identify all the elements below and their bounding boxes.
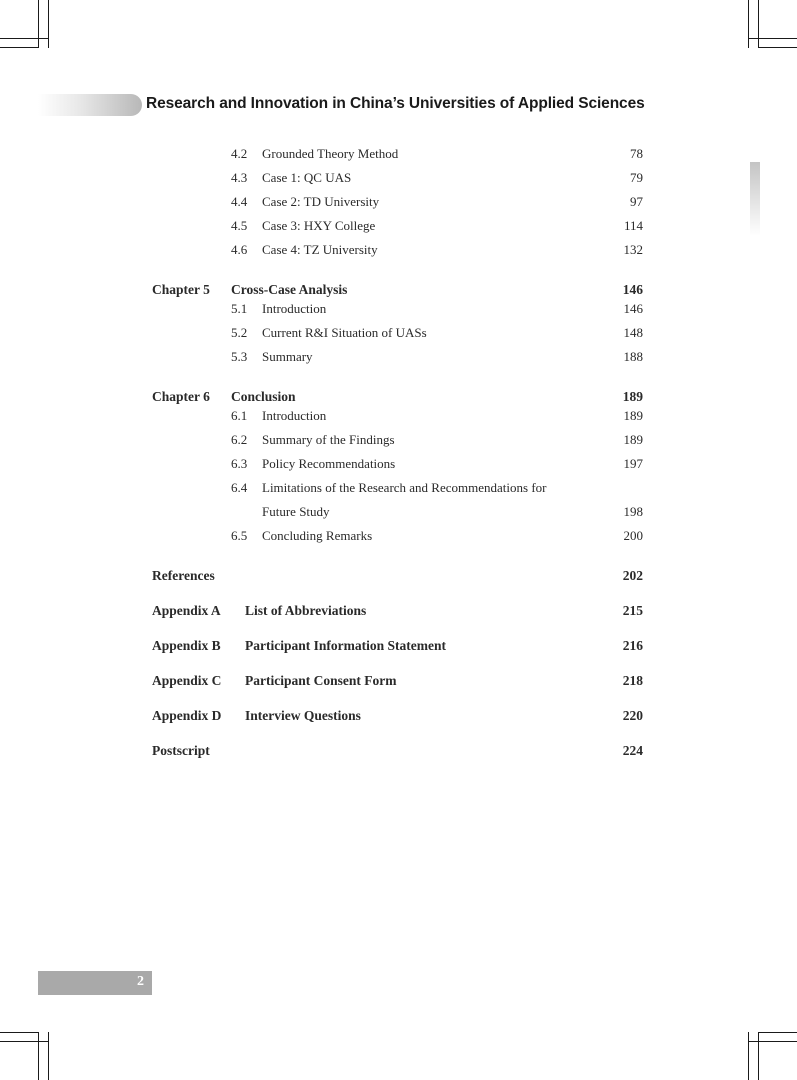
page-ref: 188 xyxy=(623,349,643,364)
crop-mark xyxy=(38,0,39,48)
section-number: 5.3 xyxy=(231,349,248,364)
crop-mark xyxy=(758,47,797,48)
toc-entry[interactable] xyxy=(0,325,797,343)
crop-mark xyxy=(758,1032,759,1080)
chapter-label: Chapter 6 xyxy=(152,389,210,404)
page-ref: 189 xyxy=(623,432,643,447)
page-ref: 218 xyxy=(622,673,643,688)
toc-chapter-5[interactable] xyxy=(0,282,797,300)
section-title: Summary xyxy=(262,349,313,364)
section-number: 5.1 xyxy=(231,301,248,316)
page-ref: 215 xyxy=(622,603,643,618)
appendix-title: List of Abbreviations xyxy=(245,603,367,618)
crop-mark xyxy=(0,1032,38,1033)
page-ref: 202 xyxy=(622,568,643,583)
page-ref: 132 xyxy=(623,242,643,257)
chapter-title: Conclusion xyxy=(231,389,296,404)
toc-appendix-a[interactable] xyxy=(0,603,797,621)
page-ref: 79 xyxy=(630,170,643,185)
page-ref: 220 xyxy=(622,708,643,723)
toc-appendix-c[interactable] xyxy=(0,673,797,691)
section-number: 6.3 xyxy=(231,456,248,471)
appendix-label: Appendix B xyxy=(152,638,221,653)
page-ref: 114 xyxy=(623,218,643,233)
toc-entry[interactable] xyxy=(0,218,797,236)
section-title: Policy Recommendations xyxy=(262,456,396,471)
header-decor-bar xyxy=(38,94,142,116)
toc-entry[interactable] xyxy=(0,408,797,426)
page-ref: 97 xyxy=(630,194,643,209)
section-number: 4.4 xyxy=(231,194,248,209)
page-ref: 200 xyxy=(623,528,643,543)
crop-mark xyxy=(748,1041,797,1042)
appendix-title: Interview Questions xyxy=(245,708,361,723)
crop-mark xyxy=(758,1032,797,1033)
toc-entry[interactable] xyxy=(0,432,797,450)
toc-appendix-b[interactable] xyxy=(0,638,797,656)
crop-mark xyxy=(748,0,749,48)
crop-mark xyxy=(0,1041,48,1042)
appendix-title: Participant Information Statement xyxy=(245,638,446,653)
page-ref: 198 xyxy=(623,504,643,519)
page-ref: 216 xyxy=(622,638,643,653)
toc-postscript[interactable] xyxy=(0,743,797,761)
section-number: 4.6 xyxy=(231,242,248,257)
section-title: Introduction xyxy=(262,301,327,316)
section-title: Case 4: TZ University xyxy=(262,242,378,257)
crop-mark xyxy=(758,0,759,48)
toc-entry[interactable] xyxy=(0,528,797,546)
toc-entry[interactable] xyxy=(0,480,797,498)
section-title: Case 2: TD University xyxy=(262,194,380,209)
crop-mark xyxy=(0,38,48,39)
toc-references[interactable] xyxy=(0,568,797,586)
crop-mark xyxy=(748,38,797,39)
references-label: References xyxy=(152,568,215,583)
toc-entry[interactable] xyxy=(0,456,797,474)
appendix-label: Appendix C xyxy=(152,673,222,688)
section-number: 5.2 xyxy=(231,325,248,340)
page-ref: 146 xyxy=(622,282,643,297)
section-number: 6.1 xyxy=(231,408,248,423)
page-ref: 146 xyxy=(623,301,643,316)
appendix-label: Appendix A xyxy=(152,603,221,618)
section-title-continued: Future Study xyxy=(262,504,330,519)
section-number: 4.5 xyxy=(231,218,248,233)
toc-entry[interactable] xyxy=(0,170,797,188)
appendix-title: Participant Consent Form xyxy=(245,673,397,688)
appendix-label: Appendix D xyxy=(152,708,222,723)
page-ref: 78 xyxy=(630,146,643,161)
page-ref: 189 xyxy=(623,408,643,423)
crop-mark xyxy=(38,1032,39,1080)
page-ref: 224 xyxy=(622,743,643,758)
section-number: 4.2 xyxy=(231,146,248,161)
section-number: 6.2 xyxy=(231,432,248,447)
chapter-title: Cross-Case Analysis xyxy=(231,282,348,297)
page-ref: 197 xyxy=(623,456,643,471)
section-title: Current R&I Situation of UASs xyxy=(262,325,427,340)
section-title: Concluding Remarks xyxy=(262,528,373,543)
section-title: Summary of the Findings xyxy=(262,432,395,447)
running-header-title: Research and Innovation in China’s Universities of Applied Sciences xyxy=(146,95,645,112)
crop-mark xyxy=(748,1032,749,1080)
page-ref: 148 xyxy=(623,325,643,340)
section-title: Grounded Theory Method xyxy=(262,146,399,161)
section-title: Limitations of the Research and Recommendations for xyxy=(262,480,547,495)
toc-entry[interactable] xyxy=(0,301,797,319)
crop-mark xyxy=(48,0,49,48)
section-title: Case 3: HXY College xyxy=(262,218,376,233)
chapter-label: Chapter 5 xyxy=(152,282,210,297)
section-number: 6.4 xyxy=(231,480,248,495)
postscript-label: Postscript xyxy=(152,743,210,758)
page-ref: 189 xyxy=(622,389,643,404)
toc-chapter-6[interactable] xyxy=(0,389,797,407)
toc-appendix-d[interactable] xyxy=(0,708,797,726)
page-number-tab xyxy=(38,971,152,995)
section-title: Case 1: QC UAS xyxy=(262,170,352,185)
toc-entry[interactable] xyxy=(0,194,797,212)
section-number: 4.3 xyxy=(231,170,248,185)
page-number: 2 xyxy=(137,974,144,989)
section-title: Introduction xyxy=(262,408,327,423)
crop-mark xyxy=(0,47,38,48)
section-number: 6.5 xyxy=(231,528,248,543)
toc-entry[interactable] xyxy=(0,349,797,367)
crop-mark xyxy=(48,1032,49,1080)
toc-entry[interactable] xyxy=(0,146,797,164)
toc-entry-continuation[interactable] xyxy=(0,504,797,522)
toc-entry[interactable] xyxy=(0,242,797,260)
